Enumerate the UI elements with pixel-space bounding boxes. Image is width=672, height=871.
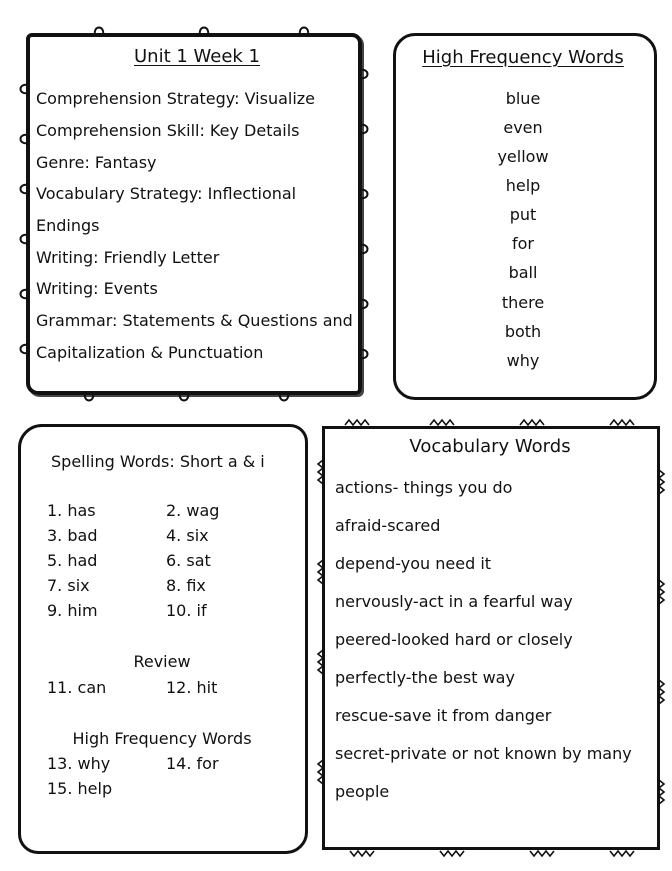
unit-line: Comprehension Strategy: Visualize: [36, 89, 316, 108]
review-heading: Review: [133, 652, 191, 671]
vocab-title: Vocabulary Words: [409, 436, 571, 457]
unit-line: Endings: [36, 216, 100, 235]
unit-line: Writing: Events: [36, 279, 158, 298]
vocab-entry: secret-private or not known by many: [335, 744, 632, 763]
hf-word: blue: [505, 89, 541, 108]
unit-line: Writing: Friendly Letter: [36, 248, 220, 267]
zigzag-decoration: [530, 851, 554, 856]
zigzag-decoration: [610, 851, 634, 856]
spelling-word: 5. had: [47, 551, 98, 570]
vocab-entry: rescue-save it from danger: [335, 706, 552, 725]
zigzag-decoration: [520, 420, 544, 425]
spelling-word: 7. six: [47, 576, 90, 595]
spelling-word: 4. six: [166, 526, 209, 545]
spelling-hf-heading: High Frequency Words: [72, 729, 252, 748]
unit-line: Capitalization & Punctuation: [36, 343, 264, 362]
hf-word: ball: [508, 263, 538, 282]
hf-word: put: [509, 205, 537, 224]
hf-word: why: [506, 351, 540, 370]
spelling-word: 10. if: [166, 601, 207, 620]
spelling-word: 3. bad: [47, 526, 98, 545]
vocab-entry: peered-looked hard or closely: [335, 630, 573, 649]
spelling-hf-word: 14. for: [166, 754, 219, 773]
spelling-word: 6. sat: [166, 551, 211, 570]
review-word: 12. hit: [166, 678, 218, 697]
hf-word: yellow: [497, 147, 549, 166]
spelling-hf-word: 13. why: [47, 754, 111, 773]
hf-word: help: [505, 176, 541, 195]
zigzag-decoration: [345, 420, 369, 425]
zigzag-decoration: [440, 851, 464, 856]
hf-word: there: [501, 293, 545, 312]
spelling-word: 8. fix: [166, 576, 206, 595]
hf-title: High Frequency Words: [422, 47, 624, 68]
unit-line: Genre: Fantasy: [36, 153, 157, 172]
vocab-entry: nervously-act in a fearful way: [335, 592, 573, 611]
hf-word: even: [503, 118, 543, 137]
vocab-entry: afraid-scared: [335, 516, 441, 535]
vocab-entry: depend-you need it: [335, 554, 492, 573]
vocab-entry: people: [335, 782, 390, 801]
spelling-word: 9. him: [47, 601, 98, 620]
spelling-hf-word: 15. help: [47, 779, 113, 798]
unit-line: Grammar: Statements & Questions and: [36, 311, 353, 330]
spelling-word: 1. has: [47, 501, 96, 520]
vocab-entry: perfectly-the best way: [335, 668, 515, 687]
hf-word: for: [512, 234, 534, 253]
vocab-entry: actions- things you do: [335, 478, 513, 497]
hf-word: both: [504, 322, 542, 341]
review-word: 11. can: [47, 678, 107, 697]
unit-box: [26, 33, 362, 395]
spelling-title: Spelling Words: Short a & i: [51, 452, 265, 471]
zigzag-decoration: [610, 420, 634, 425]
zigzag-decoration: [350, 851, 374, 856]
unit-line: Comprehension Skill: Key Details: [36, 121, 300, 140]
unit-title: Unit 1 Week 1: [133, 46, 261, 67]
spelling-word: 2. wag: [166, 501, 220, 520]
zigzag-decoration: [430, 420, 454, 425]
unit-line: Vocabulary Strategy: Inflectional: [36, 184, 297, 203]
